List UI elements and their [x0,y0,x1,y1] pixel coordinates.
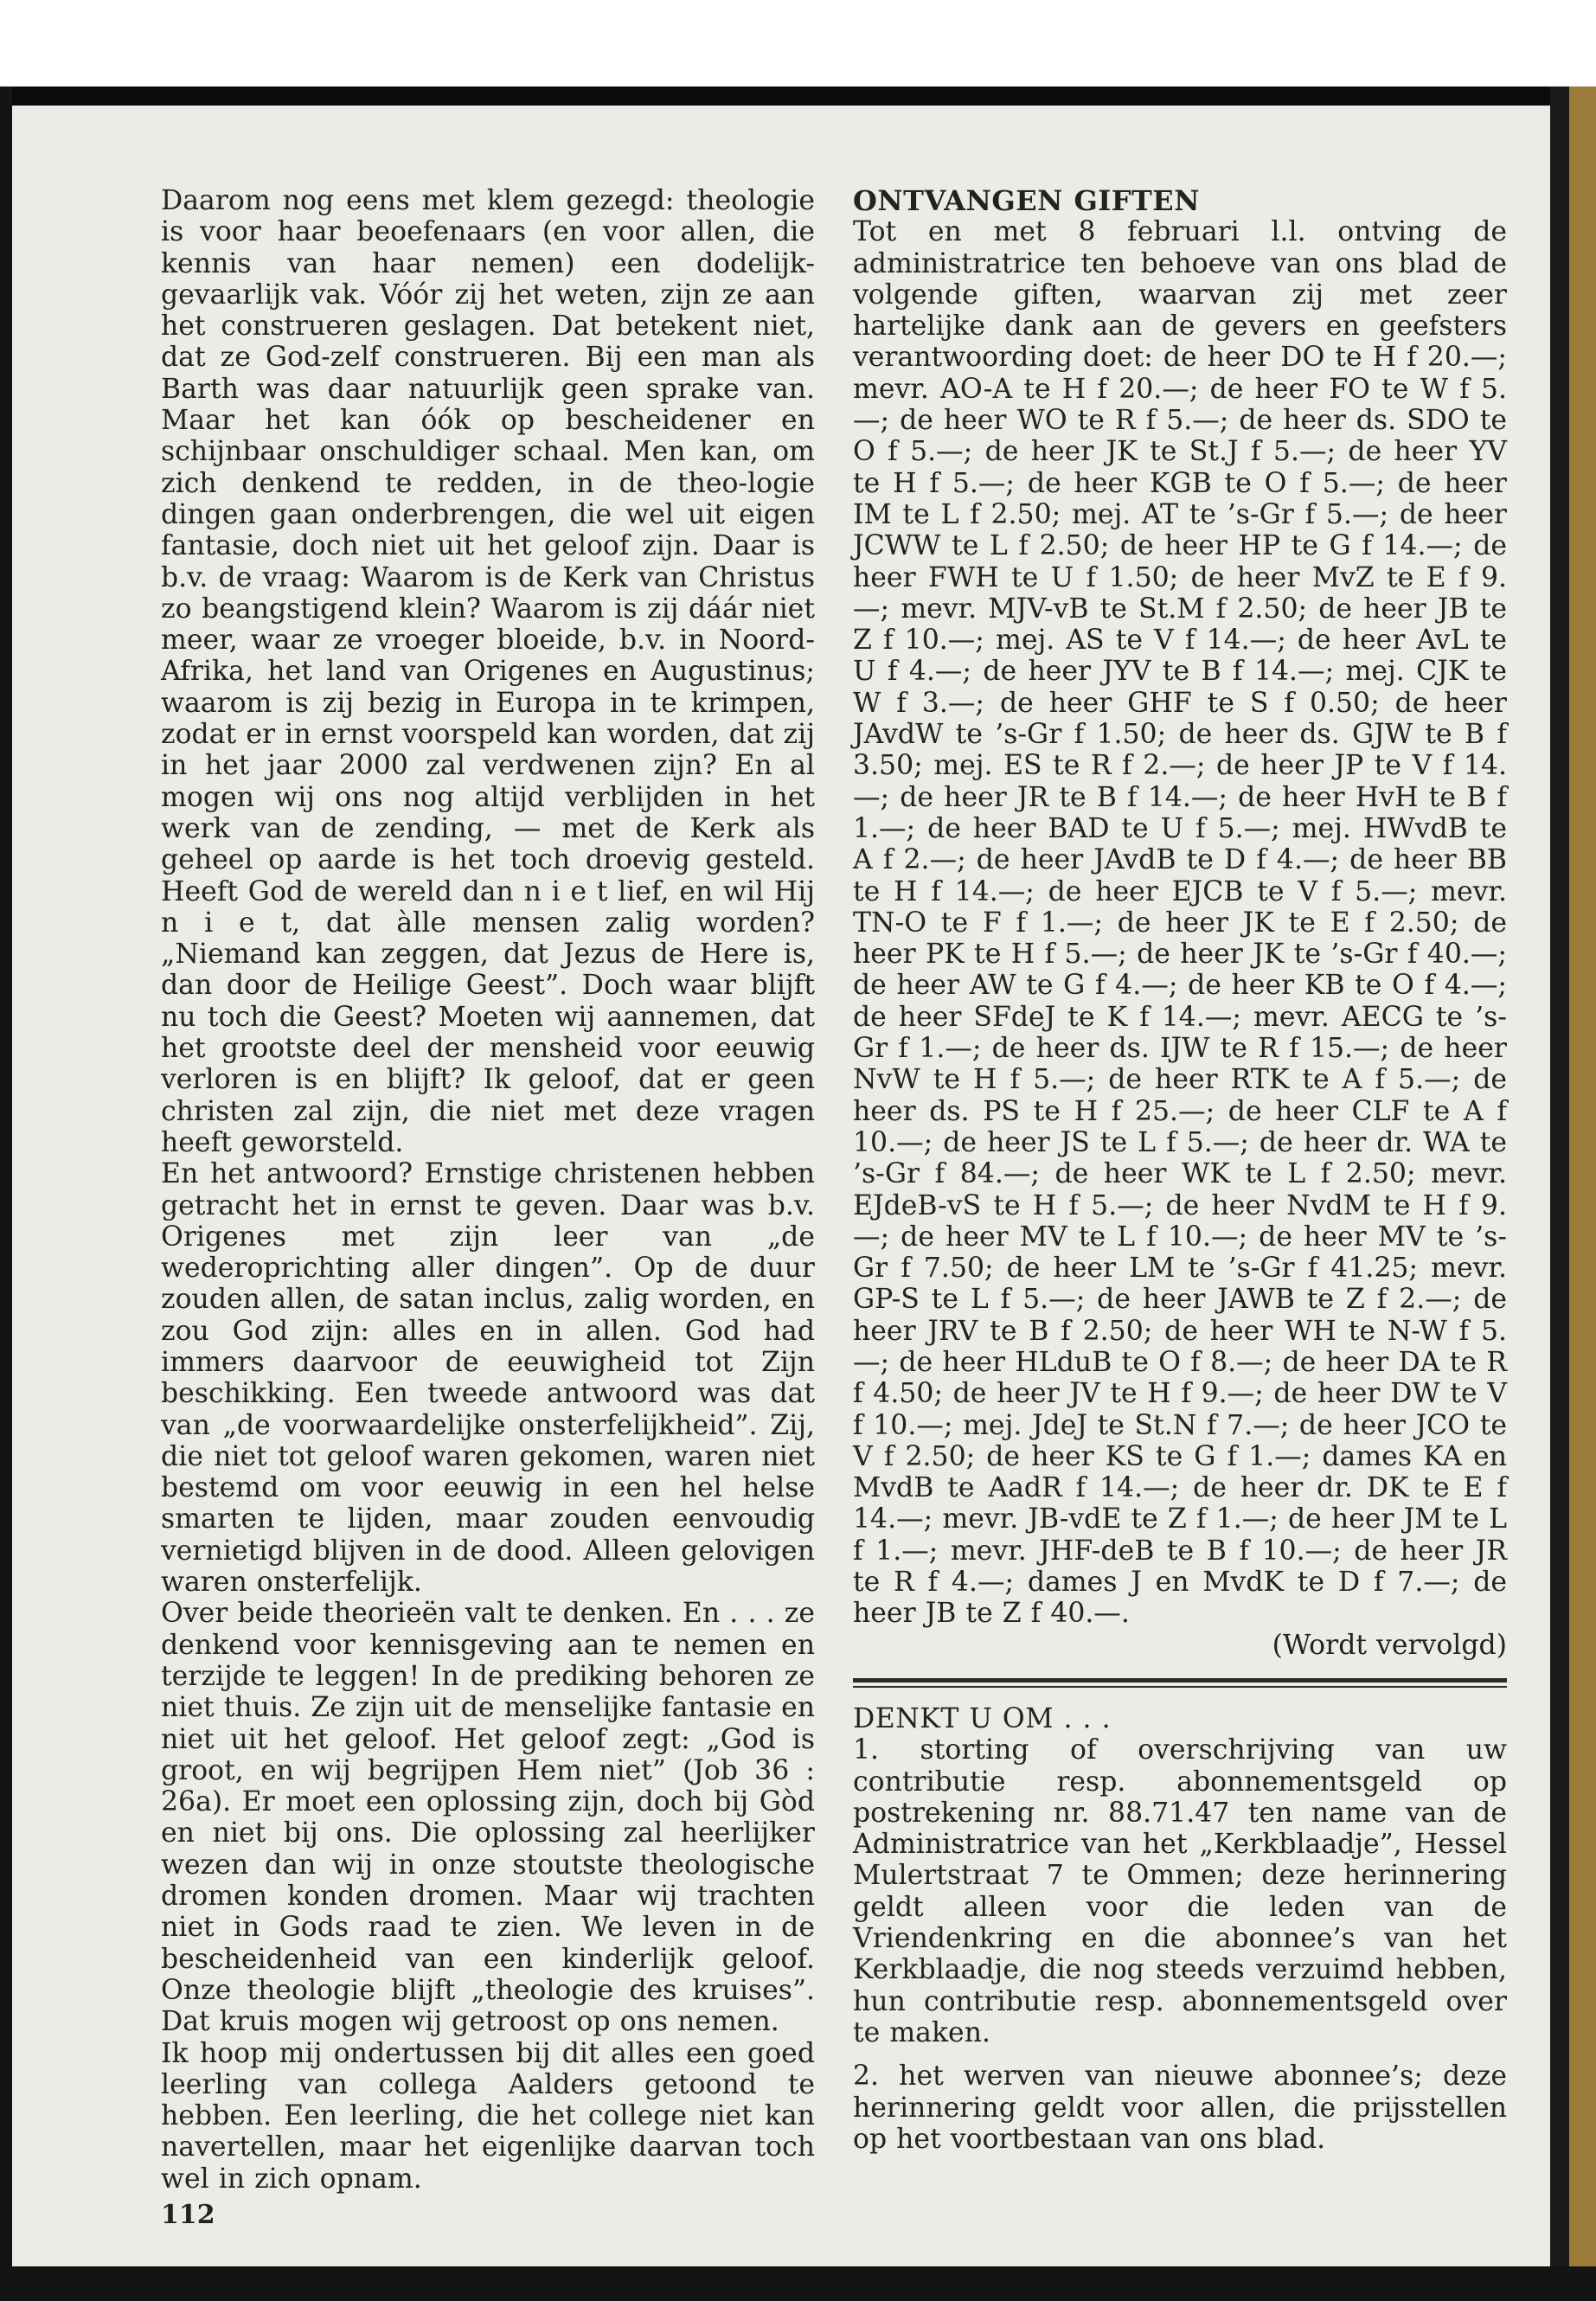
binding-cloth [1569,87,1596,2284]
page-number: 112 [161,2200,215,2230]
giften-list: Tot en met 8 februari l.l. ontving de administratrice ten behoeve van ons blad de volgende giften, waarvan zij met zeer hartelijke dank aan de gevers en geefsters verantwoording doet: de heer DO te H f 20.—; mevr. AO-A te H f 20.—; de heer FO te W f 5.—; de heer WO te R f 5.—; de heer ds. SDO te O f 5.—; de heer JK te St.J f 5.—; de heer YV te H f 5.—; de heer KGB te O f 5.—; de heer IM te L f 2.50; mej. AT te ’s-Gr f 5.—; de heer JCWW te L f 2.50; de heer HP te G f 14.—; de heer FWH te U f 1.50; de heer MvZ te E f 9.—; mevr. MJV-vB te St.M f 2.50; de heer JB te Z f 10.—; mej. AS te V f 14.—; de heer AvL te U f 4.—; de heer JYV te B f 14.—; mej. CJK te W f 3.—; de heer GHF te S f 0.50; de heer JAvdW te ’s-Gr f 1.50; de heer ds. GJW te B f 3.50; mej. ES te R f 2.—; de heer JP te V f 14.—; de heer JR te B f 14.—; de heer HvH te B f 1.—; de heer BAD te U f 5.—; mej. HWvdB te A f 2.—; de heer JAvdB te D f 4.—; de heer BB te H f 14.—; de heer EJCB te V f 5.—; mevr. TN-O te F f 1.—; de heer JK te E f 2.50; de heer PK te H f 5.—; de heer JK te ’s-Gr f 40.—; de heer AW te G f 4.—; de heer KB te O f 4.—; de heer SFdeJ te K f 14.—; mevr. AECG te ’s-Gr f 1.—; de heer ds. IJW te R f 15.—; de heer NvW te H f 5.—; de heer RTK te A f 5.—; de heer ds. PS te H f 25.—; de heer CLF te A f 10.—; de heer JS te L f 5.—; de heer dr. WA te ’s-Gr f 84.—; de heer WK te L f 2.50; mevr. EJdeB-vS te H f 5.—; de heer NvdM te H f 9.—; de heer MV te L f 10.—; de heer MV te ’s-Gr f 7.50; de heer LM te ’s-Gr f 41.25; mevr. GP-S te L f 5.—; de heer JAWB te Z f 2.—; de heer JRV te B f 2.50; de heer WH te N-W f 5.—; de heer HLduB te O f 8.—; de heer DA te R f 4.50; de heer JV te H f 9.—; de heer DW te V f 10.—; mej. JdeJ te St.N f 7.—; de heer JCO te V f 2.50; de heer KS te G f 1.—; dames KA en MvdB te AadR f 14.—; de heer dr. DK te E f 14.—; mevr. JB-vdE te Z f 1.—; de heer JM te L f 1.—; mevr. JHF-deB te B f 10.—; de heer JR te R f 4.—; dames J en MvdK te D f 7.—; de heer JB te Z f 40.—. [853,216,1507,1630]
section-divider-thick [853,1678,1507,1682]
section-divider-thin [853,1686,1507,1688]
scan-background [0,0,1596,87]
denkt-heading: DENKT U OM . . . [853,1702,1112,1734]
binding-shadow [1550,87,1569,2284]
article-column [161,185,815,2231]
giften-heading: ONTVANGEN GIFTEN [853,184,1200,217]
article-paragraph: Over beide theorieën valt te denken. En . . . ze denkend voor kennisgeving aan te nemen en terzijde te leggen! In de prediking behoren ze niet thuis. Ze zijn uit de menselijke fantasie en niet uit het geloof. Het geloof zegt: „God is groot, en wij begrijpen Hem niet” (Job 36 : 26a). Er moet een oplossing zijn, doch bij Gòd en niet bij ons. Die oplossing zal heerlijker wezen dan wij in onze stoutste theologische dromen konden dromen. Maar wij trachten niet in Gods raad te zien. We leven in de bescheidenheid van een kinderlijk geloof. Onze theologie blijft „theologie des kruises”. Dat kruis mogen wij getroost op ons nemen. [161,1598,815,2038]
reminder-item: 1. storting of overschrijving van uw contributie resp. abonnementsgeld op postrekening nr. 88.71.47 ten name van de Administratrice van het „Kerkblaadje”, Hessel Mulertstraat 7 te Ommen; deze herinnering geldt alleen voor die leden van de Vriendenkring en die abonnee’s van het Kerkblaadje, die nog steeds verzuimd hebben, hun contributie resp. abonnementsgeld over te maken. [853,1734,1507,2048]
reminder-item: 2. het werven van nieuwe abonnee’s; deze herinnering geldt voor allen, die prijsstellen op het voortbestaan van ons blad. [853,2061,1507,2155]
scan-bottom-border [0,2266,1596,2301]
scan-top-border [9,87,1596,106]
article-paragraph: Ik hoop mij ondertussen bij dit alles een goed leerling van collega Aalders getoond te hebben. Een leerling, die het college niet kan navertellen, maar het eigenlijke daarvan toch wel in zich opnam. [161,2037,815,2195]
continued-note: (Wordt vervolgd) [1272,1629,1507,1661]
article-paragraph: En het antwoord? Ernstige christenen hebben getracht het in ernst te geven. Daar was b.v. Origenes met zijn leer van „de wederoprichting aller dingen”. Op de duur zouden allen, de satan inclus, zalig worden, en zou God zijn: alles en in allen. God had immers daarvoor de eeuwigheid tot Zijn beschikking. Een tweede antwoord was dat van „de voorwaardelijke onsterfelijkheid”. Zij, die niet tot geloof waren gekomen, waren niet bestemd om voor eeuwig in een hel helse smarten te lijden, maar zouden eenvoudig vernietigd blijven in de dood. Alleen gelovigen waren onsterfelijk. [161,1158,815,1599]
scan-left-border [0,87,12,2284]
announcements-column [853,185,1507,2155]
article-paragraph: Daarom nog eens met klem gezegd: theologie is voor haar beoefenaars (en voor allen, die kennis van haar nemen) een dodelijk-gevaarlijk vak. Vóór zij het weten, zijn ze aan het construeren geslagen. Dat betekent niet, dat ze God-zelf construeren. Bij een man als Barth was daar natuurlijk geen sprake van. Maar het kan óók op bescheidener en schijnbaar onschuldiger schaal. Men kan, om zich denkend te redden, in de theo-logie dingen gaan onderbrengen, die wel uit eigen fantasie, doch niet uit het geloof zijn. Daar is b.v. de vraag: Waarom is de Kerk van Christus zo beangstigend klein? Waarom is zij dáár niet meer, waar ze vroeger bloeide, b.v. in Noord-Afrika, het land van Origenes en Augustinus; waarom is zij bezig in Europa in te krimpen, zodat er in ernst voorspeld kan worden, dat zij in het jaar 2000 zal verdwenen zijn? En al mogen wij ons nog altijd verblijden in het werk van de zending, — met de Kerk als geheel op aarde is het toch droevig gesteld. Heeft God de wereld dan n i e t lief, en wil Hij n i e t, dat àlle mensen zalig worden? „Niemand kan zeggen, dat Jezus de Here is, dan door de Heilige Geest”. Doch waar blijft nu toch die Geest? Moeten wij aannemen, dat het grootste deel der mensheid voor eeuwig verloren is en blijft? Ik geloof, dat er geen christen zal zijn, die niet met deze vragen heeft geworsteld. [161,185,815,1158]
